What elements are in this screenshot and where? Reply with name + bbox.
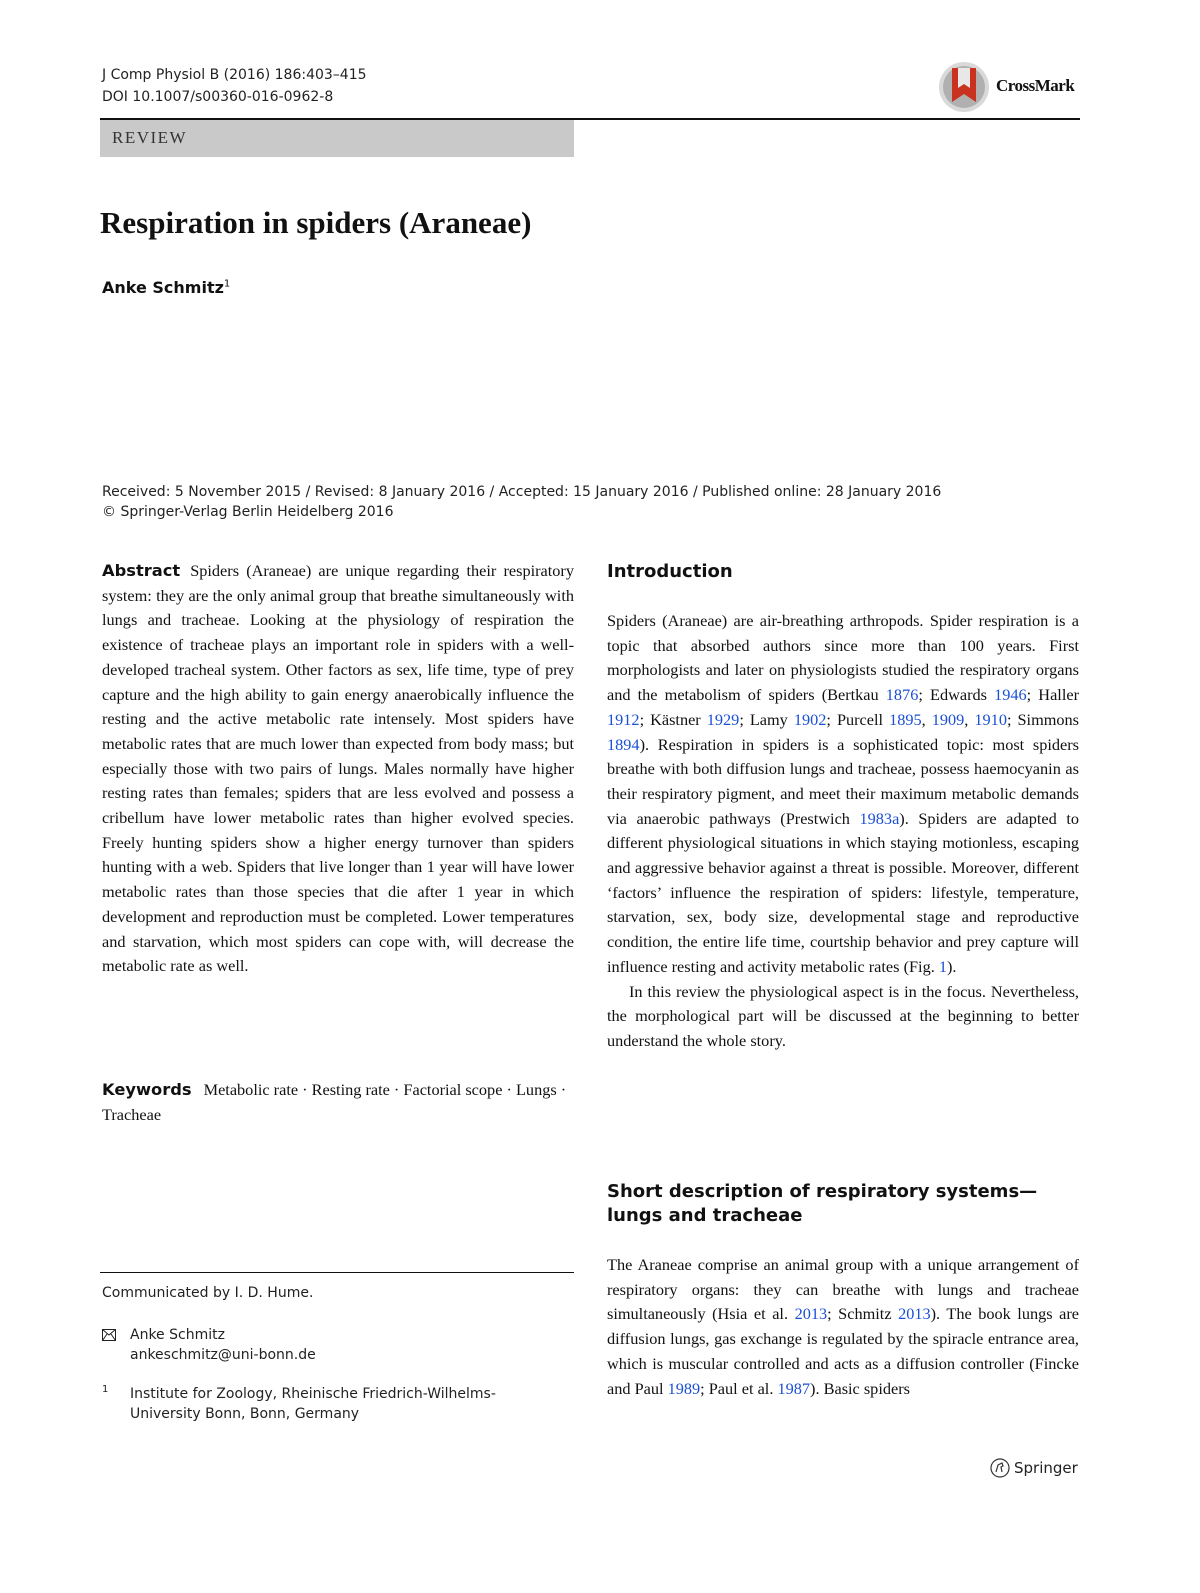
keywords-label: Keywords	[102, 1080, 192, 1099]
author-name[interactable]: Anke Schmitz	[102, 278, 224, 297]
citation-link[interactable]: 1909	[931, 709, 965, 729]
citation-link[interactable]: 1912	[607, 709, 640, 729]
keywords-text: Metabolic rate · Resting rate · Factorial scope · Lungs · Tracheae	[102, 1080, 567, 1124]
figure-link[interactable]: 1	[938, 956, 947, 976]
journal-citation: J Comp Physiol B (2016) 186:403–415	[102, 67, 367, 83]
contact-name: Anke Schmitz	[130, 1327, 225, 1343]
abstract-text: Spiders (Araneae) are unique regarding their respiratory system: they are the only animal group that breathe simultaneously with lungs and tracheae. Looking at the physiology of respiration the existence of tracheae plays an important role in spiders with a well-developed tracheal system. Other factors as sex, life time, type of prey capture and the high ability to gain energy anaerobically influence the resting and the active metabolic rate intensely. Most spiders have metabolic rates that are much lower than expected from body mass; but especially those with two pairs of lungs. Males normally have higher resting rates than females; spiders that are less evolved and possess a cribellum have lower metabolic rates than higher evolved species. Freely hunting spiders show a higher energy turnover than spiders hunting with a web. Spiders that live longer than 1 year will have lower metabolic rates than those species that die after 1 year in which development and reproduction must be completed. Lower temperatures and starvation, which most spiders can cope with, will decrease the metabolic rate as well.	[102, 561, 574, 976]
introduction-heading: Introduction	[607, 561, 733, 582]
section-band	[100, 120, 574, 157]
crossmark-label: CrossMark	[996, 76, 1075, 95]
history-dates: Received: 5 November 2015 / Revised: 8 January 2016 / Accepted: 15 January 2016 / Published online: 28 January 2016	[102, 484, 942, 500]
section2-heading: Short description of respiratory systems—lungs and tracheae	[607, 1181, 1038, 1226]
citation-link[interactable]: 1895	[889, 709, 922, 729]
springer-horse-icon	[990, 1458, 1010, 1478]
abstract	[102, 559, 574, 979]
section2-paragraph-1: The Araneae comprise an animal group with a unique arrangement of respiratory organs: they can breathe with lungs and tracheae simultaneously (Hsia et al. 2013; Schmitz 2013). The book lungs are diffusion lungs, gas exchange is regulated by the spiracle entrance area, which is muscular controlled and acts as a diffusion controller (Fincke and Paul 1989; Paul et al. 1987). Basic spiders	[607, 1255, 1080, 1398]
contact-block	[102, 1325, 316, 1365]
abstract-label: Abstract	[102, 561, 181, 580]
article-dates	[102, 482, 941, 522]
citation-link[interactable]: 1989	[667, 1378, 701, 1398]
introduction-paragraph-1: Spiders (Araneae) are air-breathing arthropods. Spider respiration is a topic that absorbed authors since more than 100 years. First morphologists and later on physiologists studied the respiratory organs and the metabolism of spiders (Bertkau 1876; Edwards 1946; Haller 1912; Kästner 1929; Lamy 1902; Purcell 1895, 1909, 1910; Simmons 1894). Respiration in spiders is a sophisticated topic: most spiders breathe with both diffusion lungs and tracheae, possess haemocyanin as their respiratory pigment, and meet their maximum metabolic demands via anaerobic pathways (Prestwich 1983a). Spiders are adapted to different physiological situations in which staying motionless, escaping and aggressive behavior against a threat is possible. Moreover, different ‘factors’ influence the respiration of spiders: lifestyle, temperature, starvation, sex, body size, developmental stage and reproductive condition, the entire life time, courtship behavior and prey capture will influence resting and activity metabolic rates (Fig. 1).	[607, 611, 1080, 976]
affiliation-line-1: Institute for Zoology, Rheinische Friedrich-Wilhelms-	[130, 1386, 496, 1402]
keywords	[102, 1077, 574, 1127]
citation-link[interactable]: 1946	[994, 685, 1027, 705]
crossmark-badge[interactable]	[938, 58, 1086, 116]
publisher-name: Springer	[1014, 1459, 1078, 1477]
citation-link[interactable]: 1987	[777, 1378, 811, 1398]
author-affiliation-marker: 1	[223, 278, 231, 290]
author-line	[102, 278, 230, 297]
citation-link[interactable]: 1910	[974, 709, 1007, 729]
communicated-by: Communicated by I. D. Hume.	[102, 1285, 314, 1301]
section-label: REVIEW	[112, 128, 188, 147]
journal-info	[102, 64, 367, 108]
citation-link[interactable]: 1876	[885, 685, 919, 705]
affiliation-number: 1	[102, 1384, 109, 1395]
introduction-body	[607, 609, 1079, 1054]
section2-body	[607, 1253, 1079, 1401]
citation-link[interactable]: 1983a	[859, 808, 900, 828]
citation-link[interactable]: 1894	[607, 734, 640, 754]
footnote-rule	[100, 1272, 574, 1273]
copyright: © Springer-Verlag Berlin Heidelberg 2016	[102, 504, 394, 520]
citation-link[interactable]: 1902	[793, 709, 827, 729]
doi[interactable]: DOI 10.1007/s00360-016-0962-8	[102, 89, 334, 105]
citation-link[interactable]: 2013	[898, 1304, 931, 1324]
affiliation-line-2: University Bonn, Bonn, Germany	[130, 1406, 360, 1422]
affiliation-block	[102, 1384, 496, 1424]
introduction-paragraph-2: In this review the physiological aspect is in the focus. Nevertheless, the morphological part will be discussed at the beginning to better understand the whole story.	[607, 981, 1079, 1050]
contact-email[interactable]: ankeschmitz@uni-bonn.de	[130, 1347, 316, 1363]
publisher-logo	[990, 1458, 1078, 1478]
citation-link[interactable]: 2013	[794, 1304, 828, 1324]
envelope-icon	[102, 1329, 116, 1341]
article-title: Respiration in spiders (Araneae)	[100, 205, 532, 240]
citation-link[interactable]: 1929	[706, 709, 740, 729]
